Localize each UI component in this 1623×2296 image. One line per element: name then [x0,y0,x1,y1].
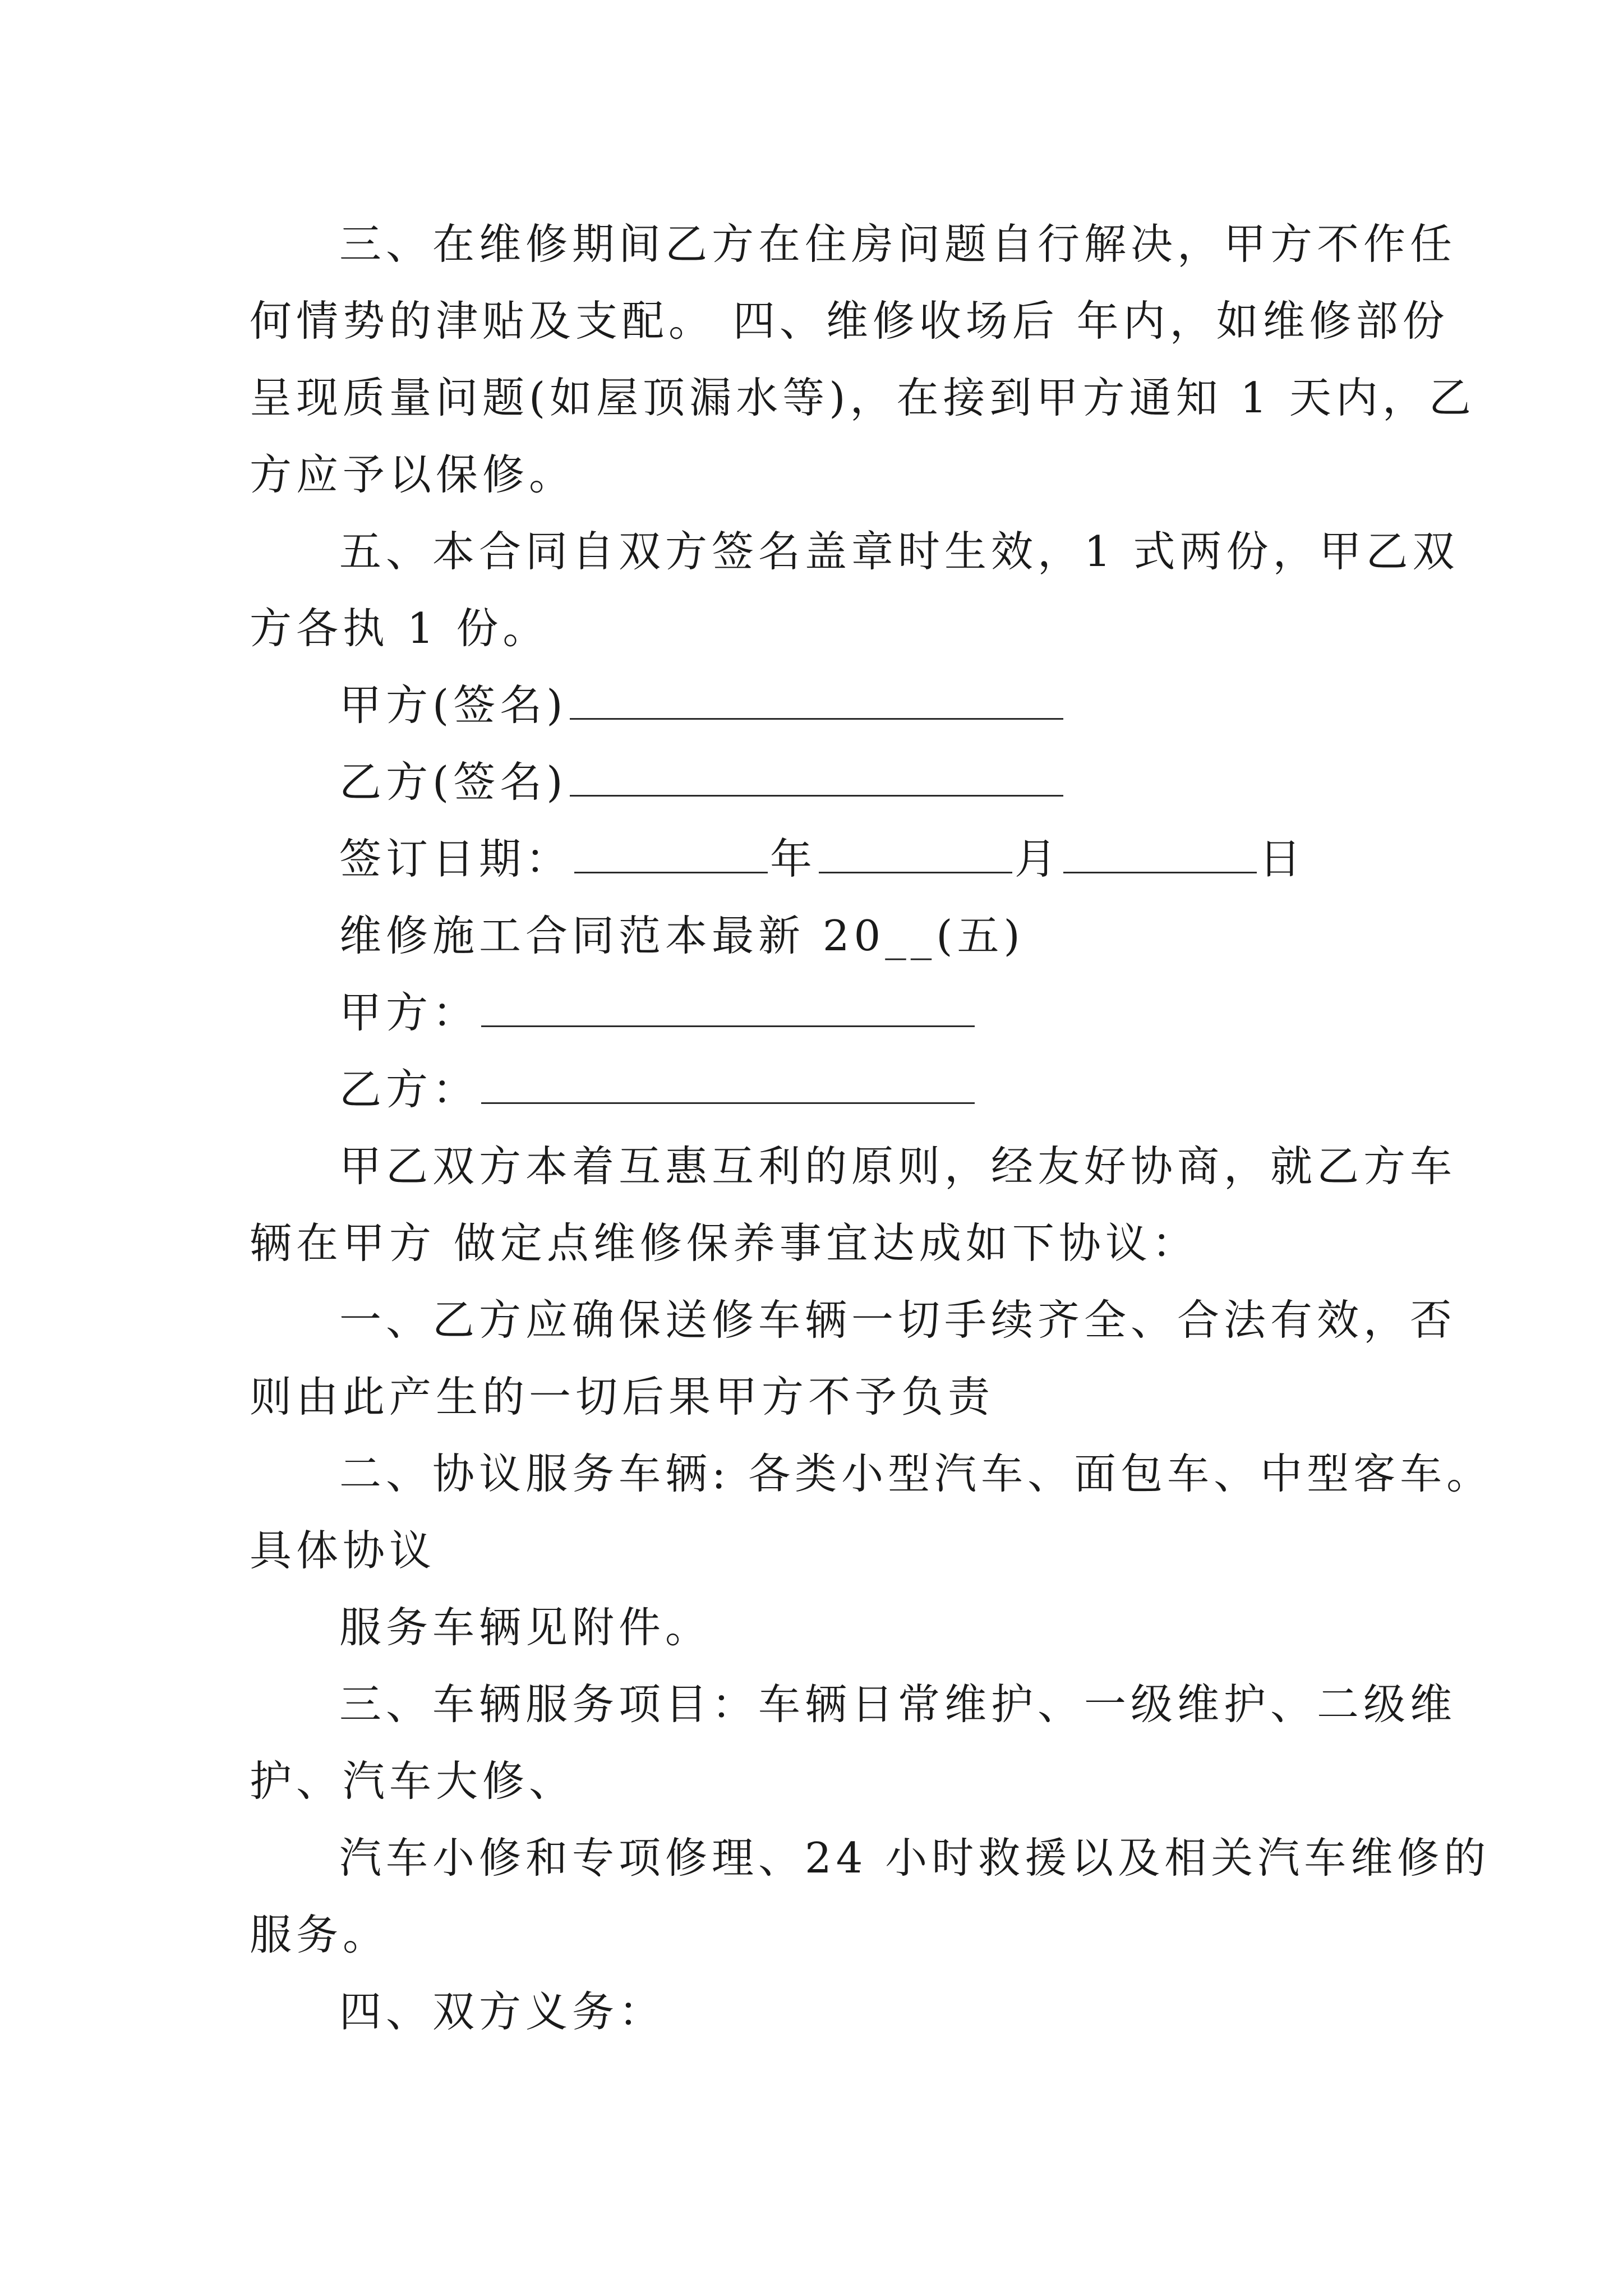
party-a-signature-row [339,680,1066,730]
signing-date-month-label: 月 [1015,834,1062,884]
party-b-signature-blank[interactable] [570,761,1063,797]
clause-3-line-2: 何情势的津贴及支配。 四、维修收场后 年内，如维修部份 [250,296,1449,346]
preamble-line-1: 甲乙双方本着互惠互利的原则，经友好协商，就乙方车 [339,1142,1457,1191]
article-2-line-2: 具体协议 [250,1526,436,1575]
party-a-row [339,988,977,1037]
party-a-label: 甲方： [339,988,479,1037]
party-a-signature-label: 甲方(签名) [339,680,568,730]
party-b-signature-row [339,757,1066,807]
article-3-line-4: 服务。 [250,1910,390,1959]
clause-4-line-1: 呈现质量问题(如屋顶漏水等)，在接到甲方通知 1 天内，乙 [250,373,1476,422]
article-2-line-3: 服务车辆见附件。 [339,1603,712,1652]
party-a-blank[interactable] [481,992,975,1027]
article-3-line-2: 护、汽车大修、 [250,1756,576,1806]
preamble-line-2: 辆在甲方 做定点维修保养事宜达成如下协议： [250,1218,1198,1268]
party-b-row [339,1065,977,1114]
signing-date-month-blank[interactable] [819,838,1012,873]
signing-date-year-label: 年 [770,834,817,884]
party-a-signature-blank[interactable] [570,684,1063,720]
signing-date-year-blank[interactable] [574,838,768,873]
signing-date-label: 签订日期： [339,834,573,884]
clause-5-line-2: 方各执 1 份。 [250,604,550,653]
clause-4-line-2: 方应予以保修。 [250,450,576,499]
clause-3-line-1: 三、在维修期间乙方在住房问题自行解决，甲方不作任 [339,219,1457,269]
party-b-signature-label: 乙方(签名) [339,757,568,807]
signing-date-row [339,834,1306,884]
article-4-heading: 四、双方义务： [339,1987,666,2036]
party-b-blank[interactable] [481,1069,975,1104]
article-1-line-1: 一、乙方应确保送修车辆一切手续齐全、合法有效，否 [339,1295,1457,1345]
article-2-line-1: 二、协议服务车辆: 各类小型汽车、面包车、中型客车。 [339,1449,1493,1498]
section-title: 维修施工合同范本最新 20__(五) [339,911,1025,960]
party-b-label: 乙方： [339,1065,479,1114]
signing-date-day-label: 日 [1259,834,1306,884]
article-3-line-3: 汽车小修和专项修理、24 小时救援以及相关汽车维修的 [339,1833,1491,1883]
article-3-line-1: 三、车辆服务项目：车辆日常维护、一级维护、二级维 [339,1680,1457,1729]
clause-5-line-1: 五、本合同自双方签名盖章时生效，1 式两份，甲乙双 [339,527,1459,576]
signing-date-day-blank[interactable] [1063,838,1257,873]
article-1-line-2: 则由此产生的一切后果甲方不予负责 [250,1372,995,1421]
